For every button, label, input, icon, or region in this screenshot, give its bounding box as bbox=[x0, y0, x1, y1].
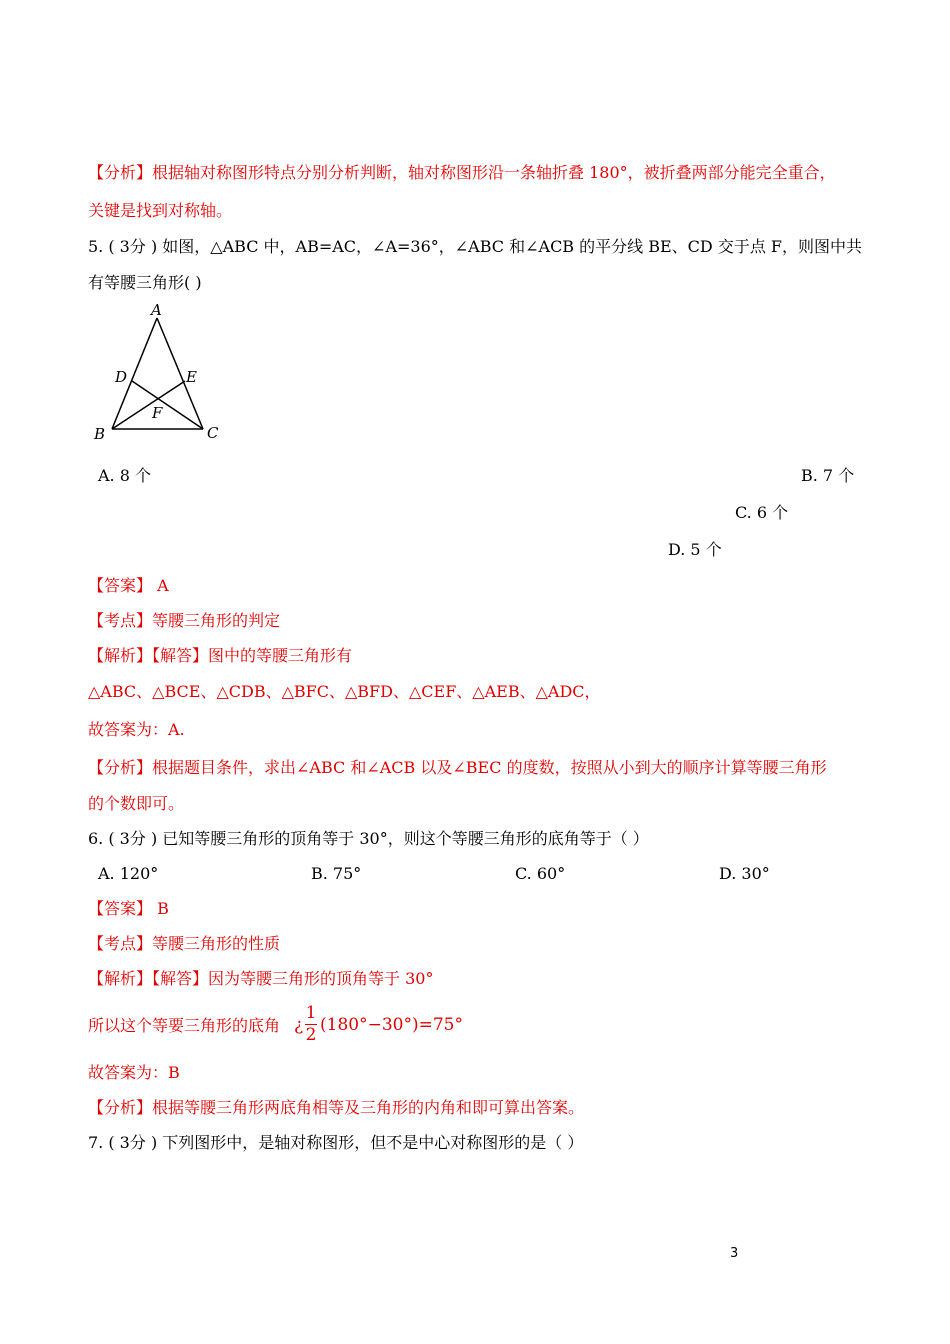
label-a: A bbox=[151, 301, 162, 319]
q5-jiexi: 【解析】【解答】图中的等腰三角形有 bbox=[88, 646, 353, 665]
q5-answer: 【答案】 A bbox=[88, 576, 169, 595]
triangle-figure bbox=[88, 298, 228, 448]
formula-body: (180°−30°)=75° bbox=[320, 1015, 463, 1035]
q4-analysis-line1: 【分析】根据轴对称图形特点分别分析判断，轴对称图形沿一条轴折叠 180°，被折叠两部分能完全重合， bbox=[88, 163, 836, 182]
q6-option-b: B. 75° bbox=[311, 864, 362, 883]
q5-option-b: B. 7 个 bbox=[801, 466, 855, 485]
q6-answer: 【答案】 B bbox=[88, 899, 169, 918]
label-b: B bbox=[94, 425, 106, 443]
q5-option-a: A. 8 个 bbox=[98, 466, 151, 485]
q6-jiexi: 【解析】【解答】因为等腰三角形的顶角等于 30° bbox=[88, 969, 434, 988]
label-f: F bbox=[152, 404, 163, 422]
q6-stem: 6. ( 3分 ) 已知等腰三角形的顶角等于 30°，则这个等腰三角形的底角等于（ ） bbox=[88, 829, 649, 848]
label-d: D bbox=[115, 368, 128, 386]
q5-stem-line1: 5. ( 3分 ) 如图，△ABC 中，AB=AC，∠A=36°，∠ABC 和∠ACB 的平分线 BE、CD 交于点 F，则图中共 bbox=[88, 237, 863, 256]
q5-triangle-list: △ABC、△BCE、△CDB、△BFC、△BFD、△CEF、△AEB、△ADC， bbox=[88, 682, 601, 701]
q6-conclusion: 故答案为：B bbox=[88, 1063, 180, 1082]
q5-stem-line2: 有等腰三角形( ) bbox=[88, 273, 202, 292]
q6-option-c: C. 60° bbox=[515, 864, 566, 883]
bisector-be bbox=[112, 381, 185, 429]
label-c: C bbox=[207, 424, 219, 442]
q6-analysis: 【分析】根据等腰三角形两底角相等及三角形的内角和即可算出答案。 bbox=[88, 1098, 585, 1117]
q5-analysis-line2: 的个数即可。 bbox=[88, 794, 185, 813]
q6-option-a: A. 120° bbox=[98, 864, 159, 883]
q7-stem: 7. ( 3分 ) 下列图形中，是轴对称图形，但不是中心对称图形的是（ ） bbox=[88, 1133, 584, 1152]
q6-kaodian: 【考点】等腰三角形的性质 bbox=[88, 934, 281, 953]
formula-lead: ¿ bbox=[294, 1015, 304, 1035]
q6-option-d: D. 30° bbox=[719, 864, 770, 883]
formula-numerator: 1 bbox=[305, 1003, 317, 1023]
q4-analysis-line2: 关键是找到对称轴。 bbox=[88, 201, 233, 220]
q6-formula-prefix: 所以这个等要三角形的底角 bbox=[88, 1016, 281, 1035]
q5-option-d: D. 5 个 bbox=[668, 540, 722, 559]
q5-option-c: C. 6 个 bbox=[735, 503, 789, 522]
q5-conclusion: 故答案为：A. bbox=[88, 720, 185, 739]
label-e: E bbox=[186, 368, 197, 386]
q5-kaodian: 【考点】等腰三角形的判定 bbox=[88, 611, 281, 630]
formula-denominator: 2 bbox=[305, 1025, 317, 1045]
page-number: 3 bbox=[730, 1246, 739, 1261]
q5-analysis-line1: 【分析】根据题目条件，求出∠ABC 和∠ACB 以及∠BEC 的度数，按照从小到大的顺序计算等腰三角形 bbox=[88, 758, 827, 777]
